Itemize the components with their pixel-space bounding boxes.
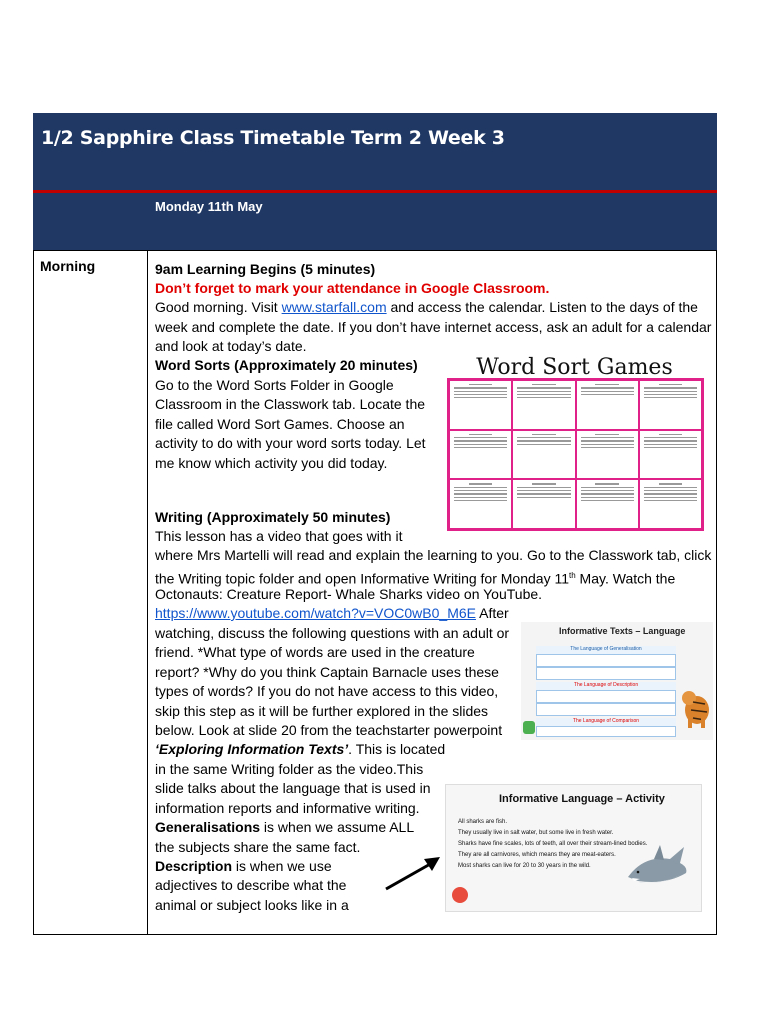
teachstarter-logo-icon bbox=[523, 721, 535, 734]
grid-cell bbox=[449, 479, 512, 529]
writing-line: types of words? If you do not have access to this video, bbox=[155, 683, 499, 699]
session-label: Morning bbox=[40, 258, 96, 274]
teachstarter-logo-icon bbox=[452, 887, 468, 903]
youtube-link[interactable]: https://www.youtube.com/watch?v=VOC0wB0_M6E bbox=[155, 605, 476, 621]
timetable-title-bar bbox=[33, 113, 717, 190]
grid-cell bbox=[639, 380, 702, 430]
table-border-bottom bbox=[33, 934, 717, 935]
slide-box bbox=[536, 726, 676, 737]
writing-text: After bbox=[475, 605, 509, 621]
word-sort-games-image bbox=[447, 355, 702, 530]
informative-language-activity-slide bbox=[445, 784, 702, 912]
grid-cell bbox=[639, 479, 702, 529]
writing-line bbox=[155, 857, 332, 877]
writing-heading: Writing (Approximately 50 minutes) bbox=[155, 509, 391, 525]
writing-line bbox=[155, 740, 445, 760]
word-sorts-line: Go to the Word Sorts Folder in Google bbox=[155, 377, 394, 393]
writing-line bbox=[155, 818, 414, 838]
word-sorts-line: activity to do with your word sorts today. Let bbox=[155, 435, 426, 451]
day-header-bar bbox=[33, 193, 717, 250]
table-border-right bbox=[716, 250, 717, 935]
greeting-text: Good morning. Visit bbox=[155, 299, 282, 315]
arrow-icon bbox=[384, 853, 444, 893]
informative-texts-slide bbox=[521, 622, 713, 740]
writing-line: This lesson has a video that goes with it bbox=[155, 528, 403, 544]
writing-text: is when we assume ALL bbox=[260, 819, 415, 835]
writing-line: friend. *What type of words are used in the creature bbox=[155, 644, 475, 660]
ordinal-suffix: th bbox=[569, 571, 576, 580]
table-column-divider bbox=[147, 250, 148, 935]
slide-title: Informative Texts – Language bbox=[559, 626, 686, 636]
word-sort-grid bbox=[447, 378, 704, 531]
powerpoint-title: ‘Exploring Information Texts’ bbox=[155, 741, 349, 757]
slide-text: Most sharks can live for 20 to 30 years in the wild. bbox=[458, 863, 591, 869]
tiger-icon bbox=[679, 688, 711, 728]
day-title: Monday 11th May bbox=[155, 199, 263, 214]
learning-begins-heading: 9am Learning Begins (5 minutes) bbox=[155, 261, 376, 277]
writing-line: slide talks about the language that is used in bbox=[155, 780, 431, 796]
word-sorts-line: Classroom in the Classwork tab. Locate the bbox=[155, 396, 426, 412]
slide-heading-description: The Language of Description bbox=[536, 682, 676, 690]
word-sort-image-title: Word Sort Games bbox=[476, 355, 673, 380]
grid-cell bbox=[576, 479, 639, 529]
grid-cell bbox=[449, 380, 512, 430]
slide-text: They usually live in salt water, but some live in fresh water. bbox=[458, 830, 614, 836]
starfall-link[interactable]: www.starfall.com bbox=[281, 299, 387, 315]
slide-text: Sharks have fine scales, lots of teeth, all over their stream-lined bodies. bbox=[458, 841, 648, 847]
table-border-top bbox=[33, 250, 717, 251]
writing-line: watching, discuss the following questions with an adult or bbox=[155, 625, 510, 641]
grid-cell bbox=[639, 430, 702, 480]
slide-heading-comparison: The Language of Comparison bbox=[536, 718, 676, 726]
writing-line: adjectives to describe what the bbox=[155, 877, 347, 893]
grid-cell bbox=[576, 380, 639, 430]
greeting-line-3: and look at today’s date. bbox=[155, 338, 307, 354]
writing-line: information reports and informative writing. bbox=[155, 800, 420, 816]
greeting-text-cont: and access the calendar. Listen to the days of the bbox=[386, 299, 698, 315]
writing-line: animal or subject looks like in a bbox=[155, 897, 349, 913]
grid-cell bbox=[512, 479, 575, 529]
grid-cell bbox=[449, 430, 512, 480]
term-generalisations: Generalisations bbox=[155, 819, 261, 835]
slide-box bbox=[536, 703, 676, 716]
term-description: Description bbox=[155, 858, 233, 874]
page-title: 1/2 Sapphire Class Timetable Term 2 Week 3 bbox=[41, 127, 505, 149]
word-sorts-line: file called Word Sort Games. Choose an bbox=[155, 416, 405, 432]
greeting-line-2: week and complete the date. If you don’t have internet access, ask an adult for a calendar bbox=[155, 319, 712, 335]
writing-line: where Mrs Martelli will read and explain the learning to you. Go to the Classwork tab, click bbox=[155, 547, 712, 563]
slide-title: Informative Language – Activity bbox=[499, 793, 665, 805]
grid-cell bbox=[512, 380, 575, 430]
writing-line: in the same Writing folder as the video.This bbox=[155, 761, 424, 777]
writing-line: Octonauts: Creature Report- Whale Sharks video on YouTube. bbox=[155, 586, 543, 602]
writing-text: the Writing topic folder and open Informative Writing for Monday 11 bbox=[155, 570, 569, 587]
slide-box bbox=[536, 690, 676, 703]
slide-box bbox=[536, 667, 676, 680]
attendance-reminder: Don’t forget to mark your attendance in Google Classroom. bbox=[155, 280, 550, 296]
shark-icon bbox=[626, 837, 690, 895]
table-border-left bbox=[33, 250, 34, 935]
slide-heading-generalisation: The Language of Generalisation bbox=[536, 646, 676, 654]
slide-text: They are all carnivores, which means they are meat-eaters. bbox=[458, 852, 616, 858]
writing-line bbox=[155, 604, 509, 624]
greeting-line-1 bbox=[155, 298, 698, 318]
grid-cell bbox=[512, 430, 575, 480]
writing-line: below. Look at slide 20 from the teachstarter powerpoint bbox=[155, 722, 503, 738]
writing-text: is when we use bbox=[232, 858, 332, 874]
grid-cell bbox=[576, 430, 639, 480]
writing-line: skip this step as it will be further explored in the slides bbox=[155, 703, 489, 719]
writing-line: report? *Why do you think Captain Barnacle uses these bbox=[155, 664, 499, 680]
slide-box bbox=[536, 654, 676, 667]
writing-text: May. Watch the bbox=[575, 570, 676, 587]
word-sorts-heading: Word Sorts (Approximately 20 minutes) bbox=[155, 357, 418, 373]
word-sorts-line: me know which activity you did today. bbox=[155, 455, 388, 471]
writing-line: the subjects share the same fact. bbox=[155, 839, 361, 855]
writing-text: . This is located bbox=[348, 741, 446, 757]
slide-text: All sharks are fish. bbox=[458, 819, 508, 825]
